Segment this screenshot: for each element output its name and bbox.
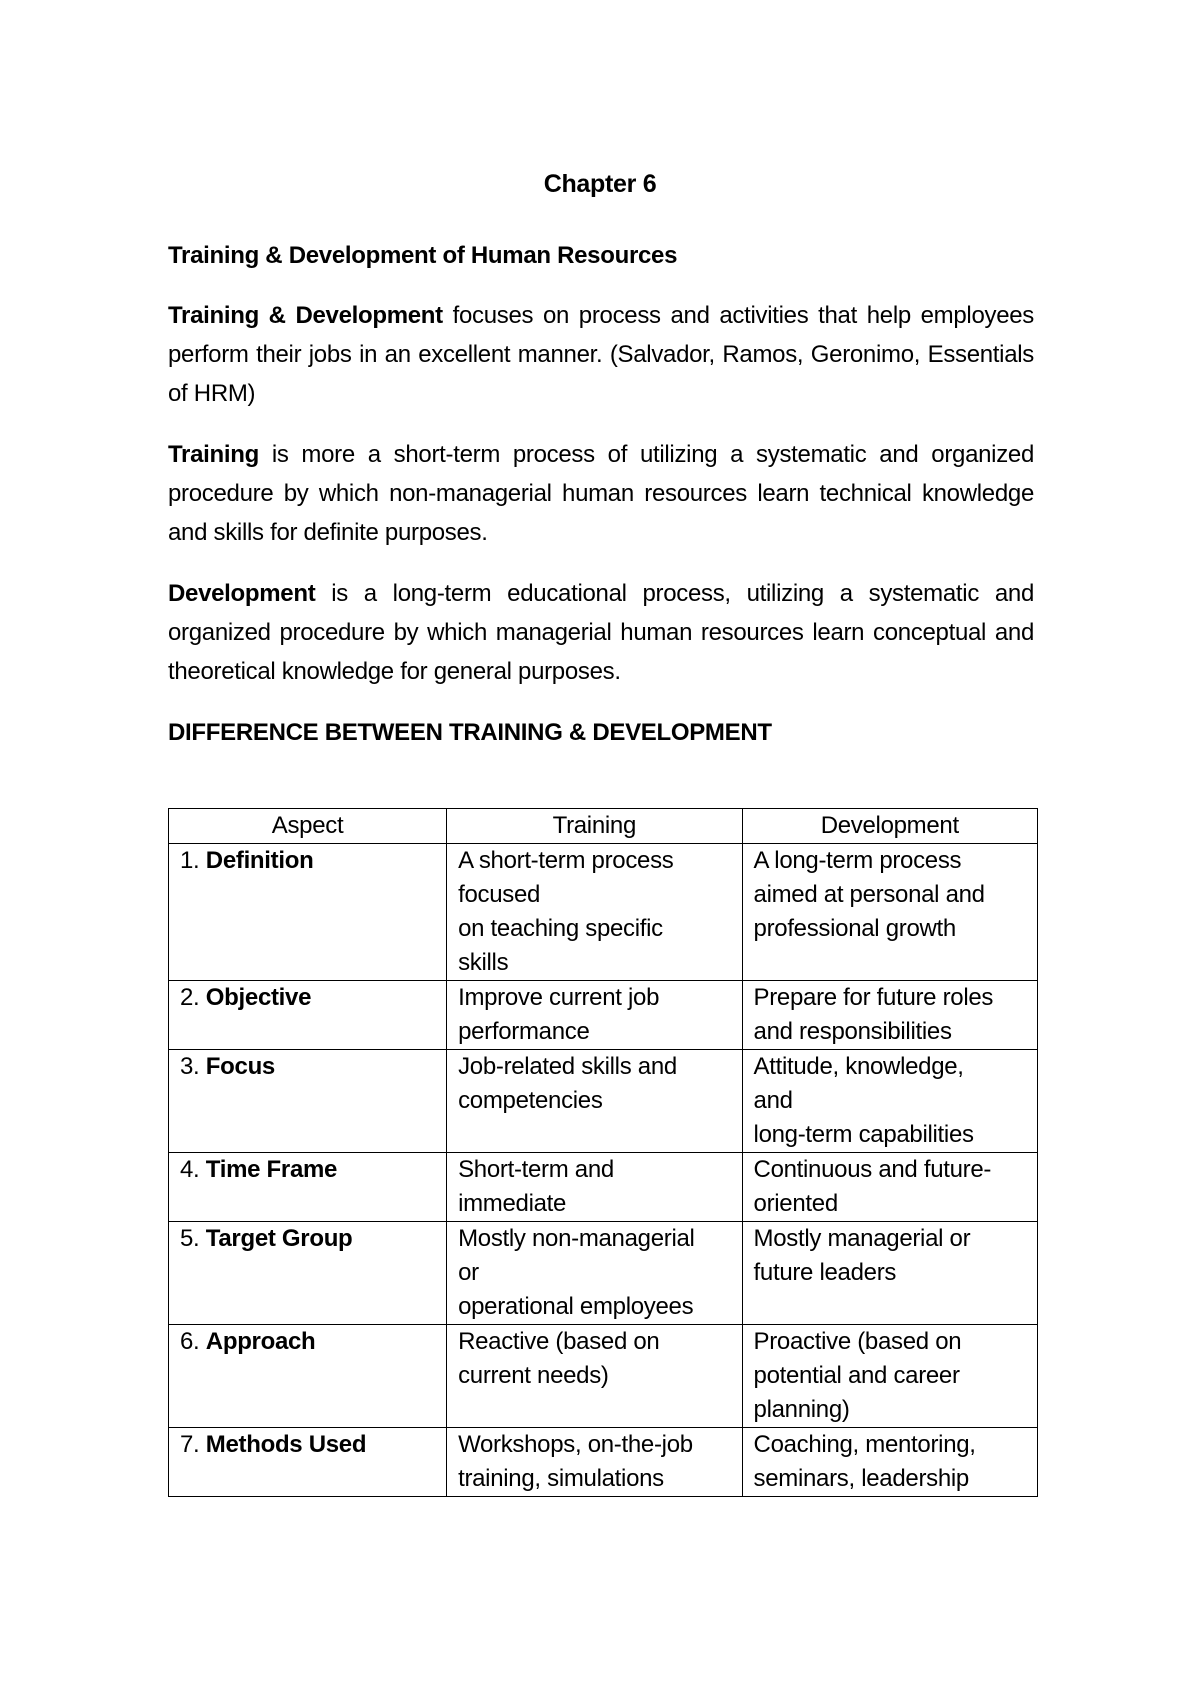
development-cell: [742, 1153, 1037, 1222]
development-cell-line: Mostly managerial or: [753, 1225, 971, 1252]
development-cell-line: A long-term process: [753, 847, 962, 874]
development-cell-line: future leaders: [753, 1259, 897, 1286]
development-cell: [742, 1222, 1037, 1325]
development-cell: [742, 981, 1037, 1050]
training-cell-line: performance: [458, 1018, 590, 1045]
development-cell: [742, 844, 1037, 981]
aspect-number: 5.: [180, 1225, 200, 1252]
training-cell-line: Job-related skills and: [458, 1053, 677, 1080]
training-cell-line: Improve current job: [458, 984, 660, 1011]
development-cell-line: Coaching, mentoring,: [753, 1431, 976, 1458]
table-row: [169, 981, 1038, 1050]
development-cell-line: and responsibilities: [753, 1018, 952, 1045]
development-cell-line: seminars, leadership: [753, 1465, 969, 1492]
header-aspect: Aspect: [169, 809, 447, 844]
aspect-number: 1.: [180, 847, 200, 874]
aspect-cell: [169, 1222, 447, 1325]
term: Training & Development: [168, 302, 443, 329]
training-cell: [447, 1428, 742, 1497]
development-cell: [742, 1325, 1037, 1428]
aspect-number: 4.: [180, 1156, 200, 1183]
header-development: Development: [742, 809, 1037, 844]
aspect-name: Methods Used: [205, 1431, 367, 1458]
aspect-name: Target Group: [205, 1225, 353, 1252]
training-cell: [447, 1222, 742, 1325]
definition-text: focuses on process and activities that help employees perform their jobs in an excellent manner. (Salvador, Ramos, Geronimo, Essentials of HRM): [168, 302, 1034, 407]
aspect-name: Objective: [205, 984, 312, 1011]
section-heading: Training & Development of Human Resources: [168, 242, 678, 269]
training-cell-line: Mostly non-managerial: [458, 1225, 695, 1252]
table-header-row: [169, 809, 1038, 844]
training-cell-line: focused: [458, 881, 541, 908]
development-cell-line: potential and career: [753, 1362, 960, 1389]
training-cell: [447, 844, 742, 981]
training-cell-line: A short-term process: [458, 847, 674, 874]
paragraph-training-development: [168, 296, 1034, 413]
header-training: Training: [447, 809, 742, 844]
training-cell-line: Short-term and: [458, 1156, 614, 1183]
aspect-cell: [169, 981, 447, 1050]
training-cell-line: on teaching specific: [458, 915, 663, 942]
development-cell: [742, 1428, 1037, 1497]
training-cell: [447, 1153, 742, 1222]
paragraph-training: [168, 435, 1034, 552]
definition-text: is more a short-term process of utilizing a systematic and organized procedure by which non-managerial human resources learn technical knowledge and skills for definite purposes.: [168, 441, 1034, 546]
aspect-number: 2.: [180, 984, 200, 1011]
aspect-number: 3.: [180, 1053, 200, 1080]
development-cell-line: aimed at personal and: [753, 881, 985, 908]
development-cell-line: professional growth: [753, 915, 956, 942]
table-body: [169, 844, 1038, 1497]
chapter-title: Chapter 6: [543, 170, 657, 198]
development-cell-line: oriented: [753, 1190, 838, 1217]
development-cell-line: Continuous and future-: [753, 1156, 992, 1183]
table-row: [169, 1222, 1038, 1325]
table-row: [169, 1428, 1038, 1497]
aspect-cell: [169, 1428, 447, 1497]
aspect-name: Approach: [205, 1328, 316, 1355]
term: Training: [168, 441, 259, 468]
table-title: DIFFERENCE BETWEEN TRAINING & DEVELOPMENT: [168, 719, 772, 746]
paragraph-development: [168, 574, 1034, 691]
aspect-cell: [169, 1325, 447, 1428]
document-body: [168, 236, 1034, 765]
training-cell-line: current needs): [458, 1362, 609, 1389]
table-row: [169, 1325, 1038, 1428]
aspect-cell: [169, 844, 447, 981]
training-cell-line: immediate: [458, 1190, 567, 1217]
definition-text: is a long-term educational process, utilizing a systematic and organized procedure by which managerial human resources learn conceptual and theoretical knowledge for general purposes.: [168, 580, 1034, 685]
training-cell-line: Reactive (based on: [458, 1328, 660, 1355]
development-cell-line: Attitude, knowledge,: [753, 1053, 964, 1080]
aspect-name: Definition: [205, 847, 314, 874]
training-cell: [447, 1325, 742, 1428]
aspect-cell: [169, 1153, 447, 1222]
development-cell-line: Prepare for future roles: [753, 984, 994, 1011]
development-cell-line: and: [753, 1087, 793, 1114]
training-cell-line: Workshops, on-the-job: [458, 1431, 693, 1458]
training-cell-line: operational employees: [458, 1293, 694, 1320]
table-row: [169, 844, 1038, 981]
training-cell-line: competencies: [458, 1087, 603, 1114]
training-cell: [447, 981, 742, 1050]
aspect-name: Time Frame: [205, 1156, 338, 1183]
aspect-number: 6.: [180, 1328, 200, 1355]
development-cell: [742, 1050, 1037, 1153]
training-cell-line: training, simulations: [458, 1465, 664, 1492]
development-cell-line: planning): [753, 1396, 850, 1423]
aspect-number: 7.: [180, 1431, 200, 1458]
aspect-cell: [169, 1050, 447, 1153]
table-row: [169, 1153, 1038, 1222]
training-cell-line: skills: [458, 949, 509, 976]
term: Development: [168, 580, 316, 607]
aspect-name: Focus: [205, 1053, 275, 1080]
development-cell-line: Proactive (based on: [753, 1328, 962, 1355]
development-cell-line: long-term capabilities: [753, 1121, 974, 1148]
training-cell-line: or: [458, 1259, 479, 1286]
table-row: [169, 1050, 1038, 1153]
comparison-table: [168, 808, 1038, 1497]
training-cell: [447, 1050, 742, 1153]
